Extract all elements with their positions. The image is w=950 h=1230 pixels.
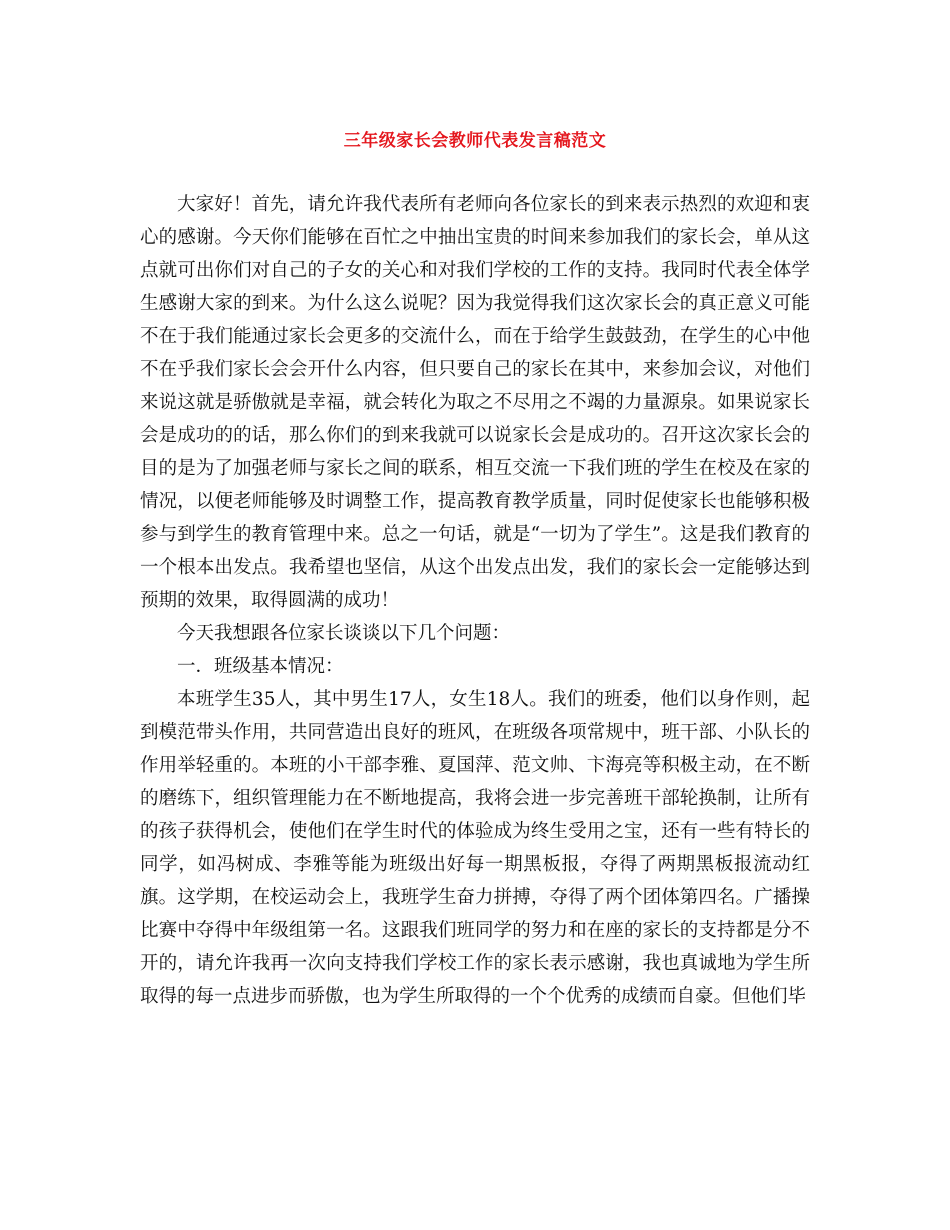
document-title: 三年级家长会教师代表发言稿范文	[343, 131, 607, 151]
section-heading-class-overview: 一．班级基本情况：	[177, 656, 344, 677]
paragraph-greeting: 大家好！首先，请允许我代表所有老师向各位家长的到来表示热烈的欢迎和衷心的感谢。今天你们能够在百忙之中抽出宝贵的时间来参加我们的家长会，单从这点就可出你们对自己的子女的关心和对我们学校的工作的支持。我同时代表全体学生感谢大家的到来。为什么这么说呢？因为我觉得我们这次家长会的真正意义可能不在于我们能通过家长会更多的交流什么，而在于给学生鼓鼓劲，在学生的心中他不在乎我们家长会会开什么内容，但只要自己的家长在其中，来参加会议，对他们来说这就是骄傲就是幸福，就会转化为取之不尽用之不竭的力量源泉。如果说家长会是成功的的话，那么你们的到来我就可以说家长会是成功的。召开这次家长会的目的是为了加强老师与家长之间的联系，相互交流一下我们班的学生在校及在家的情况，以便老师能够及时调整工作，提高教育教学质量，同时促使家长也能够积极参与到学生的教育管理中来。总之一句话，就是“一切为了学生”。这是我们教育的一个根本出发点。我希望也坚信，从这个出发点出发，我们的家长会一定能够达到预期的效果，取得圆满的成功！	[140, 194, 810, 611]
paragraph-topics-intro: 今天我想跟各位家长谈谈以下几个问题：	[177, 623, 511, 644]
paragraph-class-overview: 本班学生35人，其中男生17人，女生18人。我们的班委，他们以身作则，起到模范带头作用，共同营造出良好的班风，在班级各项常规中，班干部、小队长的作用举轻重的。本班的小干部李雅、夏国萍、范文帅、卞海亮等积极主动，在不断的磨练下，组织管理能力在不断地提高，我将会进一步完善班干部轮换制，让所有的孩子获得机会，使他们在学生时代的体验成为终生受用之宝，还有一些有特长的同学，如冯树成、李雅等能为班级出好每一期黑板报，夺得了两期黑板报流动红旗。这学期，在校运动会上，我班学生奋力拼搏，夺得了两个团体第四名。广播操比赛中夺得中年级组第一名。这跟我们班同学的努力和在座的家长的支持都是分不开的，请允许我再一次向支持我们学校工作的家长表示感谢，我也真诚地为学生所取得的每一点进步而骄傲，也为学生所取得的一个个优秀的成绩而自豪。但他们毕	[140, 689, 810, 1007]
document-body	[140, 188, 810, 1013]
